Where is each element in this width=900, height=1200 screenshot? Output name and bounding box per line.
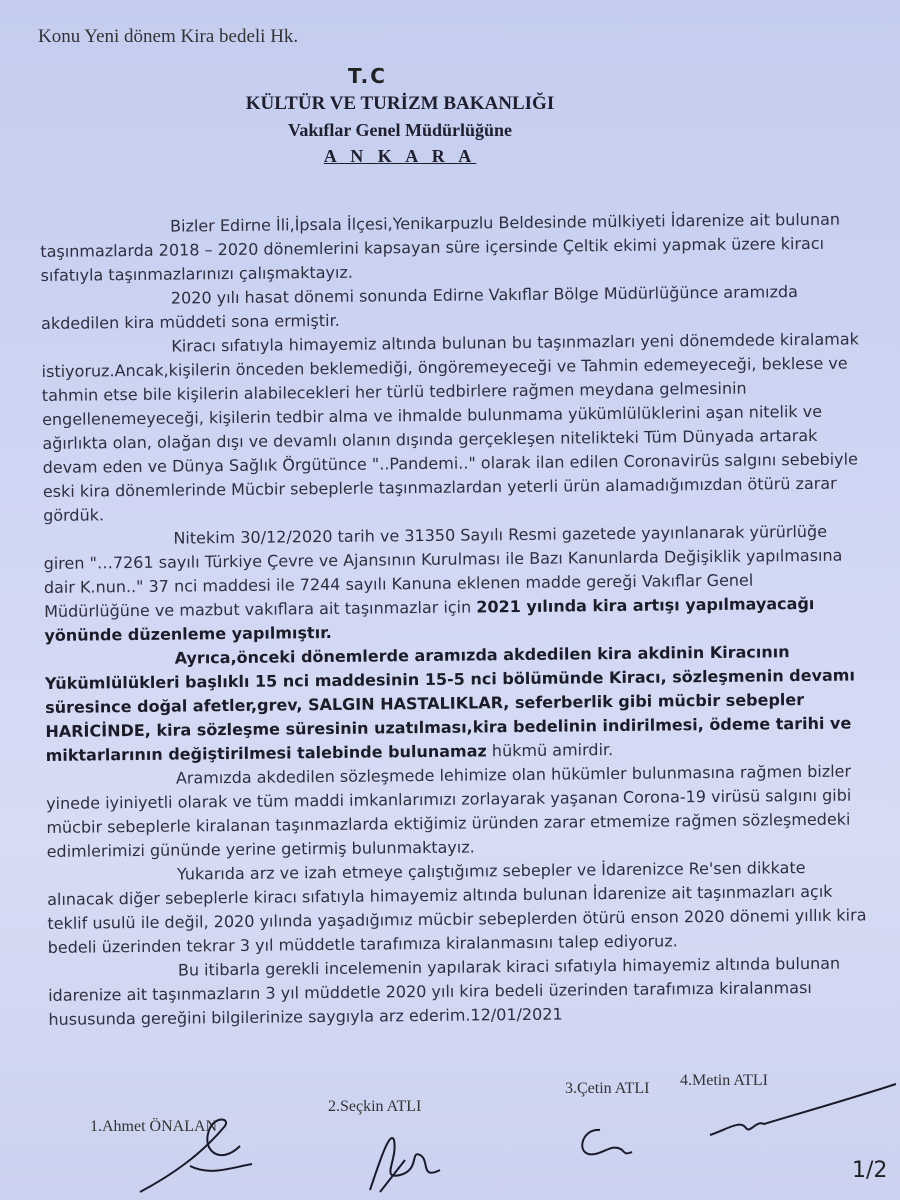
- paragraph-5-bold: Ayrıca,önceki dönemlerde aramızda akdedilen kira akdinin Kiracının Yükümlülükleri başlıklı 15 nci maddesinin 15-5 nci bölümünde Kiracı, sözleşmenin devamı süresince doğal afetler,grev, SALGIN HASTALIKLAR, seferberlik gibi mücbir sebepler HARİCİNDE, kira sözleşme süresinin uzatılması,kira bedelinin indirilmesi, ödeme tarihi ve miktarlarının değiştirilmesi talebinde bulunamaz: [44, 642, 856, 765]
- signer-3-name: 3.Çetin ATLI: [565, 1080, 650, 1097]
- subject-line: Konu Yeni dönem Kira bedeli Hk.: [38, 26, 299, 47]
- department-heading: Vakıflar Genel Müdürlüğüne: [287, 120, 513, 140]
- paragraph-3: Kiracı sıfatıyla himayemiz altında bulunan bu taşınmazları yeni dönemdede kiralamak istiyoruz.Ancak,kişilerin önceden beklemediği, öngöremeyeceği ve Tahmin edemeyeceği, beklese ve tahmin etse bile kişilerin alabilecekleri her türlü tedbirlere rağmen meydana gelmesinin engellenemeyeceği, kişilerin tedbir alma ve ihmalde bulunmama yükümlülüklerini aşan nitelik ve ağırlıkta olan, olağan dışı ve devamlı olanın dışında gerçekleşen nitelikteki Tüm Dünyada artarak devam eden ve Dünya Sağlık Örgütünce "..Pandemi.." olarak ilan edilen Coronavirüs salgını sebebiyle eski kira dönemlerinde Mücbir sebeplerle taşınmazlardan yeterli ürün alamadığımızdan ötürü zarar gördük.: [41, 329, 859, 525]
- signature-4-icon: [700, 1080, 900, 1140]
- paragraph-7: Yukarıda arz ve izah etmeye çalıştığımız sebepler ve İdarenizce Re'sen dikkate alınacak diğer sebeplerle kiracı sıfatıyla himayemiz altında bulunan İdarenize ait taşınmazları açık teklif usulü ile değil, 2020 yılında yaşadığımız mücbir sebeplerden ötürü enson 2020 dönemi yıllık kira bedeli üzerinden tekrar 3 yıl müddetle tarafımıza kiralanmasını talep ediyoruz.: [47, 858, 867, 957]
- paragraph-6: Aramızda akdedilen sözleşmede lehimize olan hükümler bulunmasına rağmen bizler yinede iyiniyetli olarak ve tüm maddi imkanlarımızı zorlayarak yaşanan Corona-19 virüsü salgını gibi mücbir sebeplerle kiralanan taşınmazlarda ektiğimiz üründen zarar etmemize rağmen sözleşmedeki edimlerimizi gününde yerine getirmiş bulunmaktayız.: [46, 761, 852, 861]
- signature-3-icon: [570, 1118, 640, 1168]
- signer-2-name: 2.Seçkin ATLI: [328, 1098, 422, 1115]
- signature-1-icon: [130, 1106, 260, 1198]
- paragraph-4-text: Nitekim 30/12/2020 tarih ve 31350 Sayılı Resmi gazetede yayınlanarak yürürlüğe giren "…7261 sayılı Türkiye Çevre ve Ajansının Kurulması ile Bazı Kanunlarda Değişiklik yapılmasına dair K.nun.." 37 nci maddesi ile 7244 sayılı Kanuna eklenen madde gereği Vakıflar Genel Müdürlüğüne ve mazbut vakıflara ait taşınmazlar için: [43, 521, 843, 621]
- paragraph-8: Bu itibarla gerekli incelemenin yapılarak kiraci sıfatıyla himayemiz altında bulunan idarenize ait taşınmazların 3 yıl müddetle 2020 yılı kira bedeli üzerinden tarafımıza kiralanması hususunda gereğini bilgilerinize saygıyla arz ederim.12/01/2021: [48, 953, 841, 1029]
- signature-2-icon: [360, 1120, 450, 1200]
- paragraph-4-bold: 2021 yılında kira artışı yapılmayacağı yönünde düzenleme yapılmıştır.: [44, 593, 815, 645]
- letter-body: [40, 207, 869, 1032]
- tc-handwritten-mark: T.C: [348, 64, 387, 88]
- paragraph-5-text: hükmü amirdir.: [491, 740, 614, 761]
- paragraph-4: [43, 519, 864, 648]
- paragraph-2: 2020 yılı hasat dönemi sonunda Edirne Vakıflar Bölge Müdürlüğünce aramızda akdedilen kira müddeti sona ermiştir.: [41, 282, 799, 333]
- signer-1-name: 1.Ahmet ÖNALAN: [90, 1118, 218, 1135]
- city-heading: A N K A R A: [323, 146, 477, 166]
- ministry-heading: KÜLTÜR VE TURİZM BAKANLIĞI: [245, 93, 555, 114]
- page-number: 1/2: [852, 1158, 888, 1183]
- signer-4-name: 4.Metin ATLI: [680, 1072, 768, 1089]
- signature-block: [0, 1060, 900, 1200]
- paragraph-1: Bizler Edirne İli,İpsala İlçesi,Yenikarpuzlu Beldesinde mülkiyeti İdarenize ait bulunan taşınmazlarda 2018 – 2020 dönemlerini kapsayan süre içersinde Çeltik ekimi yapmak üzere kiracı sıfatıyla taşınmazlarınızı çalışmaktayız.: [40, 209, 841, 285]
- paragraph-5: [45, 639, 866, 768]
